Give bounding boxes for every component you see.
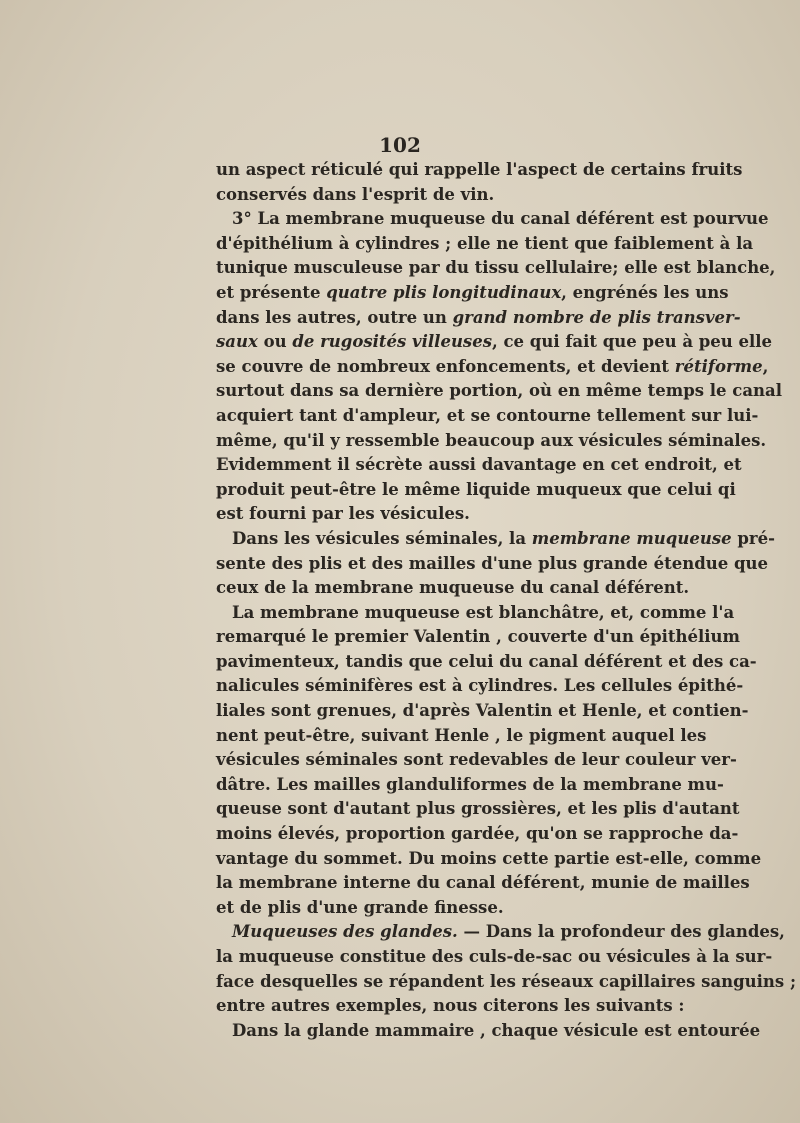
text-line: queuse sont d'autant plus grossières, et les plis d'autant xyxy=(216,799,740,819)
italic-text: Muqueuses des glandes. xyxy=(232,922,458,942)
text-line: même, qu'il y ressemble beaucoup aux vésicules séminales. xyxy=(216,430,767,450)
text-line: nent peut-être, suivant Henle , le pigment auquel les xyxy=(216,725,707,745)
text-line: est fourni par les vésicules. xyxy=(216,504,470,524)
text-line: surtout dans sa dernière portion, où en même temps le canal xyxy=(216,381,782,401)
italic-text: saux xyxy=(216,332,258,352)
text-line xyxy=(216,330,773,355)
text-line: 3° La membrane muqueuse du canal déférent est pourvue xyxy=(232,209,769,229)
text-line xyxy=(216,527,775,552)
text-line: nalicules séminifères est à cylindres. Les cellules épithé- xyxy=(216,676,744,696)
text-line: entre autres exemples, nous citerons les suivants : xyxy=(216,996,685,1016)
text-line: vantage du sommet. Du moins cette partie est-elle, comme xyxy=(216,848,762,868)
text-line: sente des plis et des mailles d'une plus grande étendue que xyxy=(216,553,769,573)
italic-text: de rugosités villeuses xyxy=(292,332,493,352)
text-run: se couvre de nombreux enfoncements, et devient xyxy=(216,356,675,376)
text-line: face desquelles se répandent les réseaux capillaires sanguins ; xyxy=(216,971,797,991)
text-line xyxy=(216,306,741,331)
text-line: d'épithélium à cylindres ; elle ne tient que faiblement à la xyxy=(216,233,754,253)
text-line: vésicules séminales sont redevables de leur couleur ver- xyxy=(216,750,737,770)
text-line: liales sont grenues, d'après Valentin et Henle, et contien- xyxy=(216,701,749,721)
text-line: la membrane interne du canal déférent, munie de mailles xyxy=(216,873,750,893)
text-line: Dans la glande mammaire , chaque vésicule est entourée xyxy=(232,1020,761,1040)
italic-text: rétiforme xyxy=(674,356,763,376)
text-line: remarqué le premier Valentin , couverte d'un épithélium xyxy=(216,627,740,647)
text-line: pavimenteux, tandis que celui du canal déférent et des ca- xyxy=(216,651,757,671)
text-line xyxy=(216,920,785,945)
text-run: dans les autres, outre un xyxy=(216,307,453,327)
text-line: un aspect réticulé qui rappelle l'aspect de certains fruits xyxy=(216,160,743,179)
text-line: Evidemment il sécrète aussi davantage en cet endroit, et xyxy=(216,455,742,475)
body-text xyxy=(216,158,797,1043)
italic-text: grand nombre de plis transver- xyxy=(452,307,741,327)
text-line: et de plis d'une grande finesse. xyxy=(216,897,504,917)
text-run: ou xyxy=(257,332,293,352)
page-number: 102 xyxy=(379,133,421,157)
italic-text: quatre plis longitudinaux xyxy=(326,282,562,302)
text-line: moins élevés, proportion gardée, qu'on se rapproche da- xyxy=(216,824,739,844)
text-line: conservés dans l'esprit de vin. xyxy=(216,184,495,204)
text-line: ceux de la membrane muqueuse du canal déférent. xyxy=(216,578,690,598)
text-line: tunique musculeuse par du tissu cellulaire; elle est blanche, xyxy=(216,258,776,278)
text-run: pré- xyxy=(731,528,775,548)
text-line: dâtre. Les mailles glanduliformes de la membrane mu- xyxy=(216,774,724,794)
text-run: et présente xyxy=(216,282,327,302)
text-run: , ce qui fait que peu à peu elle xyxy=(492,332,773,352)
text-line: La membrane muqueuse est blanchâtre, et, comme l'a xyxy=(232,602,735,622)
text-line xyxy=(216,281,729,306)
italic-text: membrane muqueuse xyxy=(531,528,732,548)
text-run: — Dans la profondeur des glandes, xyxy=(457,922,785,942)
text-line xyxy=(216,355,769,380)
text-run: Dans les vésicules séminales, la xyxy=(232,528,532,548)
text-line: acquiert tant d'ampleur, et se contourne tellement sur lui- xyxy=(216,405,759,425)
text-run: , engrénés les uns xyxy=(561,282,729,302)
text-line: la muqueuse constitue des culs-de-sac ou vésicules à la sur- xyxy=(216,947,773,966)
text-line: produit peut-être le même liquide muqueux que celui qi xyxy=(216,479,736,499)
text-run: , xyxy=(762,356,769,376)
